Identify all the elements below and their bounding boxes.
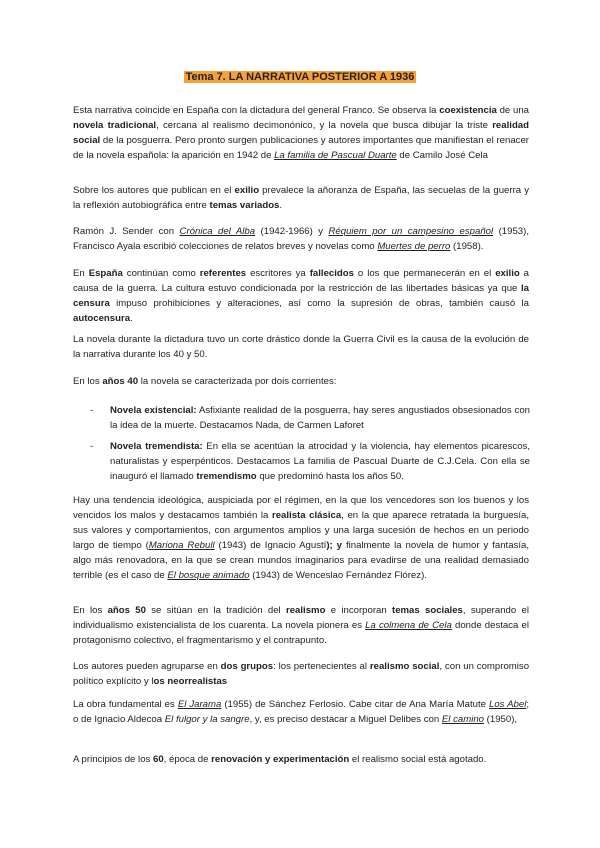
list-item: Novela tremendista: En ella se acentúan la atrocidad y la violencia, hay elementos picarescos, naturalistas y esperpénticos. Destacamos La familia de Pascual Duarte de C.J.Cela. Con ella se inauguró el llamado tremendismo que predominó hasta los años 50. [110,441,530,482]
paragraph-sender: Ramón J. Sender con Crónica del Alba (1942-1966) y Réquiem por un campesino español (1953), Francisco Ayala escribió colecciones de relatos breves y novelas como Muertes de perro (1958). [73,226,529,252]
paragraph-anos-40: En los años 40 la novela se caracterizada por dois corrientes: [73,376,337,387]
link-muertes-de-perro[interactable]: Muertes de perro [377,241,451,252]
paragraph-obra-fundamental: La obra fundamental es El Jarama (1955) de Sánchez Ferlosio. Cabe citar de Ana María Matute Los Abel; o de Ignacio Aldecoa El fulgor y la sangre, y, es preciso destacar a Miguel Delibes con El camino (1950), [73,699,530,725]
link-el-jarama[interactable]: El Jarama [177,699,222,710]
list-item: Novela existencial: Asfixiante realidad de la posguerra, hay seres angustiados obsesionados con la idea de la muerte. Destacamos Nada, de Carmen Laforet [110,405,530,431]
paragraph-grupos: Los autores pueden agruparse en dos grupos: los pertenecientes al realismo social, con un compromiso político explícito y los neorrealistas [73,661,530,687]
bullet-marker: - [90,405,94,416]
paragraph-intro: Esta narrativa coincide en España con la dictadura del general Franco. Se observa la coexistencia de una novela tradicional, cercana al realismo decimonónico, y la novela que busca dibujar la triste realidad social de la posguerra. Pero pronto surgen publicaciones y autores importantes que manifiestan el renacer de la novela española: la aparición en 1942 de La familia de Pascual Duarte de Camilo José Cela [73,105,530,161]
link-pascual-duarte[interactable]: La familia de Pascual Duarte [274,150,397,161]
bullet-marker: - [90,441,94,452]
link-mariona-rebull[interactable]: Mariona Rebull [148,540,215,551]
link-los-abel[interactable]: Los Abel [489,699,527,710]
paragraph-anos-50: En los años 50 se sitúan en la tradición del realismo e incorporan temas sociales, superando el individualismo existencialista de los cuarenta. La novela pionera es La colmena de Cela donde destaca el protagonismo colectivo, el fragmentarismo y el contrapunto. [73,605,529,646]
paragraph-dictadura: La novela durante la dictadura tuvo un corte drástico donde la Guerra Civil es la causa de la evolución de la narrativa durante los 40 y 50. [73,334,529,360]
page-title: Tema 7. LA NARRATIVA POSTERIOR A 1936 [185,71,415,83]
link-la-colmena[interactable]: La colmena de Cela [365,620,452,631]
paragraph-exilio: Sobre los autores que publican en el exilio prevalece la añoranza de España, las secuelas de la guerra y la reflexión autobiográfica entre temas variados. [73,185,530,211]
paragraph-espana: En España continúan como referentes escritores ya fallecidos o los que permanecerán en el exilio a causa de la guerra. La cultura estuvo condicionada por la restricción de las libertades básicas ya que la censura impuso prohibiciones y alteraciones, así como la supresión de obras, también causó la autocensura. [73,268,529,324]
link-bosque-animado[interactable]: El bosque animado [167,570,250,581]
paragraph-anos-60: A principios de los 60, época de renovación y experimentación el realismo social está agotado. [73,754,487,765]
link-cronica-del-alba[interactable]: Crónica del Alba [179,226,256,237]
link-el-camino[interactable]: El camino [441,714,484,725]
paragraph-tendencia: Hay una tendencia ideológica, auspiciada por el régimen, en la que los vencedores son los buenos y los vencidos los malos y destacamos también la realista clásica, en la que aparece retratada la burguesía, sus valores y comportamientos, con argumentos amplios y una larga sucesión de hechos en un periodo largo de tiempo (Mariona Rebull (1943) de Ignacio Agustí); y finalmente la novela de humor y fantasía, algo más renovadora, en la que se crean mundos imaginarios para evadirse de una realidad demasiado terrible (es el caso de El bosque animado (1943) de Wenceslao Fernández Flórez). [73,495,530,581]
link-requiem[interactable]: Réquiem por un campesino español [328,226,494,237]
